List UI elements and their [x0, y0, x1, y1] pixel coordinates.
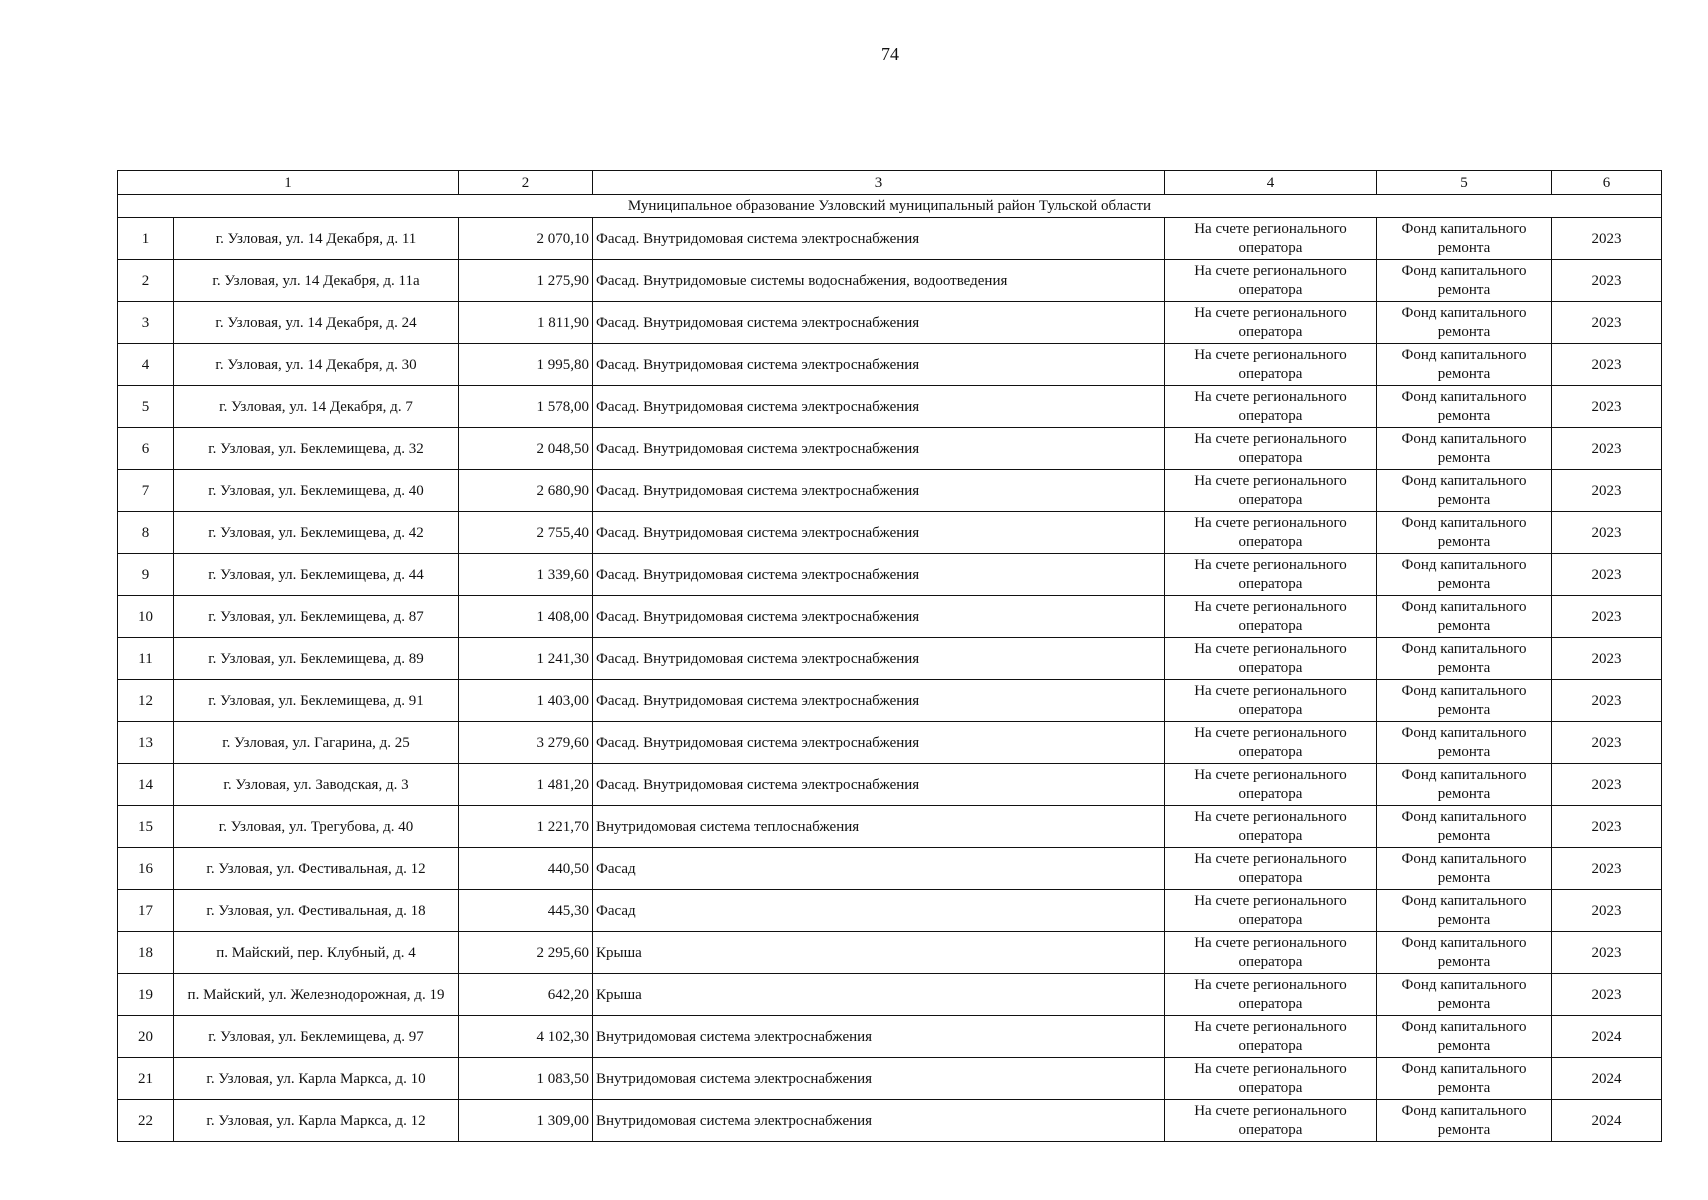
table-row [118, 386, 1662, 428]
year-cell: 2024 [1552, 1058, 1662, 1100]
fund-account-cell: На счете регионального оператора [1165, 512, 1377, 554]
works-cell: Фасад. Внутридомовая система электроснабжения [593, 470, 1165, 512]
table-row [118, 218, 1662, 260]
works-cell: Фасад. Внутридомовая система электроснабжения [593, 554, 1165, 596]
year-cell: 2023 [1552, 638, 1662, 680]
funding-source-cell: Фонд капитального ремонта [1377, 932, 1552, 974]
table-row [118, 764, 1662, 806]
address-cell: г. Узловая, ул. Фестивальная, д. 18 [174, 890, 459, 932]
row-number: 9 [118, 554, 174, 596]
address-cell: г. Узловая, ул. Беклемищева, д. 44 [174, 554, 459, 596]
row-number: 18 [118, 932, 174, 974]
fund-account-cell: На счете регионального оператора [1165, 722, 1377, 764]
works-cell: Фасад. Внутридомовые системы водоснабжения, водоотведения [593, 260, 1165, 302]
area-cell: 2 295,60 [459, 932, 593, 974]
area-cell: 1 578,00 [459, 386, 593, 428]
funding-source-cell: Фонд капитального ремонта [1377, 260, 1552, 302]
area-cell: 2 680,90 [459, 470, 593, 512]
section-title: Муниципальное образование Узловский муниципальный район Тульской области [118, 195, 1662, 218]
row-number: 3 [118, 302, 174, 344]
header-col-4: 4 [1165, 171, 1377, 195]
area-cell: 1 309,00 [459, 1100, 593, 1142]
header-col-6: 6 [1552, 171, 1662, 195]
table-row [118, 722, 1662, 764]
funding-source-cell: Фонд капитального ремонта [1377, 890, 1552, 932]
fund-account-cell: На счете регионального оператора [1165, 428, 1377, 470]
address-cell: г. Узловая, ул. Беклемищева, д. 91 [174, 680, 459, 722]
funding-source-cell: Фонд капитального ремонта [1377, 554, 1552, 596]
address-cell: г. Узловая, ул. 14 Декабря, д. 11а [174, 260, 459, 302]
fund-account-cell: На счете регионального оператора [1165, 386, 1377, 428]
page-number: 74 [881, 44, 899, 64]
address-cell: г. Узловая, ул. Беклемищева, д. 32 [174, 428, 459, 470]
year-cell: 2023 [1552, 890, 1662, 932]
funding-source-cell: Фонд капитального ремонта [1377, 764, 1552, 806]
year-cell: 2023 [1552, 722, 1662, 764]
funding-source-cell: Фонд капитального ремонта [1377, 470, 1552, 512]
year-cell: 2024 [1552, 1100, 1662, 1142]
address-cell: п. Майский, пер. Клубный, д. 4 [174, 932, 459, 974]
year-cell: 2023 [1552, 218, 1662, 260]
year-cell: 2024 [1552, 1016, 1662, 1058]
area-cell: 4 102,30 [459, 1016, 593, 1058]
year-cell: 2023 [1552, 680, 1662, 722]
fund-account-cell: На счете регионального оператора [1165, 470, 1377, 512]
address-cell: г. Узловая, ул. 14 Декабря, д. 11 [174, 218, 459, 260]
works-cell: Фасад [593, 848, 1165, 890]
area-cell: 1 403,00 [459, 680, 593, 722]
address-cell: п. Майский, ул. Железнодорожная, д. 19 [174, 974, 459, 1016]
fund-account-cell: На счете регионального оператора [1165, 974, 1377, 1016]
table-row [118, 638, 1662, 680]
funding-source-cell: Фонд капитального ремонта [1377, 344, 1552, 386]
works-cell: Фасад. Внутридомовая система электроснабжения [593, 512, 1165, 554]
fund-account-cell: На счете регионального оператора [1165, 596, 1377, 638]
row-number: 14 [118, 764, 174, 806]
year-cell: 2023 [1552, 470, 1662, 512]
year-cell: 2023 [1552, 764, 1662, 806]
year-cell: 2023 [1552, 428, 1662, 470]
area-cell: 1 083,50 [459, 1058, 593, 1100]
fund-account-cell: На счете регионального оператора [1165, 848, 1377, 890]
area-cell: 1 811,90 [459, 302, 593, 344]
fund-account-cell: На счете регионального оператора [1165, 806, 1377, 848]
area-cell: 1 275,90 [459, 260, 593, 302]
works-cell: Внутридомовая система электроснабжения [593, 1058, 1165, 1100]
area-cell: 2 070,10 [459, 218, 593, 260]
area-cell: 1 221,70 [459, 806, 593, 848]
works-cell: Фасад. Внутридомовая система электроснабжения [593, 596, 1165, 638]
year-cell: 2023 [1552, 302, 1662, 344]
table-row [118, 890, 1662, 932]
fund-account-cell: На счете регионального оператора [1165, 344, 1377, 386]
header-col-5: 5 [1377, 171, 1552, 195]
works-cell: Фасад. Внутридомовая система электроснабжения [593, 722, 1165, 764]
table-row [118, 680, 1662, 722]
year-cell: 2023 [1552, 512, 1662, 554]
fund-account-cell: На счете регионального оператора [1165, 932, 1377, 974]
table-row [118, 344, 1662, 386]
table-row [118, 512, 1662, 554]
row-number: 1 [118, 218, 174, 260]
funding-source-cell: Фонд капитального ремонта [1377, 1100, 1552, 1142]
row-number: 13 [118, 722, 174, 764]
area-cell: 1 339,60 [459, 554, 593, 596]
works-cell: Внутридомовая система электроснабжения [593, 1100, 1165, 1142]
funding-source-cell: Фонд капитального ремонта [1377, 1058, 1552, 1100]
fund-account-cell: На счете регионального оператора [1165, 638, 1377, 680]
fund-account-cell: На счете регионального оператора [1165, 1100, 1377, 1142]
year-cell: 2023 [1552, 932, 1662, 974]
area-cell: 440,50 [459, 848, 593, 890]
fund-account-cell: На счете регионального оператора [1165, 1058, 1377, 1100]
row-number: 11 [118, 638, 174, 680]
works-cell: Фасад. Внутридомовая система электроснабжения [593, 218, 1165, 260]
column-number-header [118, 171, 1662, 195]
works-cell: Фасад. Внутридомовая система электроснабжения [593, 302, 1165, 344]
works-cell: Крыша [593, 974, 1165, 1016]
row-number: 17 [118, 890, 174, 932]
funding-source-cell: Фонд капитального ремонта [1377, 218, 1552, 260]
area-cell: 642,20 [459, 974, 593, 1016]
works-cell: Фасад. Внутридомовая система электроснабжения [593, 386, 1165, 428]
row-number: 10 [118, 596, 174, 638]
area-cell: 1 481,20 [459, 764, 593, 806]
table-row [118, 932, 1662, 974]
table-row [118, 554, 1662, 596]
address-cell: г. Узловая, ул. Карла Маркса, д. 12 [174, 1100, 459, 1142]
address-cell: г. Узловая, ул. Трегубова, д. 40 [174, 806, 459, 848]
year-cell: 2023 [1552, 344, 1662, 386]
works-cell: Фасад [593, 890, 1165, 932]
table-row [118, 470, 1662, 512]
header-col-2: 2 [459, 171, 593, 195]
funding-source-cell: Фонд капитального ремонта [1377, 806, 1552, 848]
row-number: 6 [118, 428, 174, 470]
address-cell: г. Узловая, ул. Беклемищева, д. 89 [174, 638, 459, 680]
area-cell: 2 755,40 [459, 512, 593, 554]
funding-source-cell: Фонд капитального ремонта [1377, 428, 1552, 470]
address-cell: г. Узловая, ул. Фестивальная, д. 12 [174, 848, 459, 890]
area-cell: 1 995,80 [459, 344, 593, 386]
address-cell: г. Узловая, ул. 14 Декабря, д. 7 [174, 386, 459, 428]
year-cell: 2023 [1552, 554, 1662, 596]
year-cell: 2023 [1552, 596, 1662, 638]
fund-account-cell: На счете регионального оператора [1165, 764, 1377, 806]
funding-source-cell: Фонд капитального ремонта [1377, 680, 1552, 722]
fund-account-cell: На счете регионального оператора [1165, 554, 1377, 596]
address-cell: г. Узловая, ул. 14 Декабря, д. 30 [174, 344, 459, 386]
table-row [118, 1016, 1662, 1058]
row-number: 2 [118, 260, 174, 302]
row-number: 15 [118, 806, 174, 848]
table-row [118, 974, 1662, 1016]
year-cell: 2023 [1552, 974, 1662, 1016]
row-number: 19 [118, 974, 174, 1016]
fund-account-cell: На счете регионального оператора [1165, 260, 1377, 302]
area-cell: 445,30 [459, 890, 593, 932]
row-number: 7 [118, 470, 174, 512]
works-cell: Внутридомовая система электроснабжения [593, 1016, 1165, 1058]
section-row [118, 195, 1662, 218]
area-cell: 3 279,60 [459, 722, 593, 764]
row-number: 20 [118, 1016, 174, 1058]
funding-source-cell: Фонд капитального ремонта [1377, 1016, 1552, 1058]
address-cell: г. Узловая, ул. Беклемищева, д. 40 [174, 470, 459, 512]
table-row [118, 302, 1662, 344]
row-number: 8 [118, 512, 174, 554]
row-number: 4 [118, 344, 174, 386]
header-col-3: 3 [593, 171, 1165, 195]
address-cell: г. Узловая, ул. Карла Маркса, д. 10 [174, 1058, 459, 1100]
row-number: 5 [118, 386, 174, 428]
works-cell: Фасад. Внутридомовая система электроснабжения [593, 428, 1165, 470]
area-cell: 1 408,00 [459, 596, 593, 638]
table-row [118, 1100, 1662, 1142]
header-col-1: 1 [118, 171, 459, 195]
area-cell: 2 048,50 [459, 428, 593, 470]
fund-account-cell: На счете регионального оператора [1165, 890, 1377, 932]
address-cell: г. Узловая, ул. Беклемищева, д. 97 [174, 1016, 459, 1058]
table-row [118, 806, 1662, 848]
table-row [118, 1058, 1662, 1100]
funding-source-cell: Фонд капитального ремонта [1377, 974, 1552, 1016]
row-number: 22 [118, 1100, 174, 1142]
address-cell: г. Узловая, ул. 14 Декабря, д. 24 [174, 302, 459, 344]
works-cell: Внутридомовая система теплоснабжения [593, 806, 1165, 848]
fund-account-cell: На счете регионального оператора [1165, 218, 1377, 260]
address-cell: г. Узловая, ул. Беклемищева, д. 42 [174, 512, 459, 554]
funding-source-cell: Фонд капитального ремонта [1377, 638, 1552, 680]
row-number: 16 [118, 848, 174, 890]
funding-source-cell: Фонд капитального ремонта [1377, 512, 1552, 554]
works-cell: Крыша [593, 932, 1165, 974]
funding-source-cell: Фонд капитального ремонта [1377, 848, 1552, 890]
funding-source-cell: Фонд капитального ремонта [1377, 722, 1552, 764]
table-row [118, 260, 1662, 302]
fund-account-cell: На счете регионального оператора [1165, 1016, 1377, 1058]
works-cell: Фасад. Внутридомовая система электроснабжения [593, 764, 1165, 806]
table-row [118, 596, 1662, 638]
year-cell: 2023 [1552, 260, 1662, 302]
year-cell: 2023 [1552, 848, 1662, 890]
works-cell: Фасад. Внутридомовая система электроснабжения [593, 638, 1165, 680]
area-cell: 1 241,30 [459, 638, 593, 680]
address-cell: г. Узловая, ул. Беклемищева, д. 87 [174, 596, 459, 638]
fund-account-cell: На счете регионального оператора [1165, 302, 1377, 344]
table-row [118, 848, 1662, 890]
funding-source-cell: Фонд капитального ремонта [1377, 302, 1552, 344]
works-cell: Фасад. Внутридомовая система электроснабжения [593, 680, 1165, 722]
year-cell: 2023 [1552, 386, 1662, 428]
row-number: 12 [118, 680, 174, 722]
works-cell: Фасад. Внутридомовая система электроснабжения [593, 344, 1165, 386]
row-number: 21 [118, 1058, 174, 1100]
funding-source-cell: Фонд капитального ремонта [1377, 386, 1552, 428]
funding-source-cell: Фонд капитального ремонта [1377, 596, 1552, 638]
table-row [118, 428, 1662, 470]
fund-account-cell: На счете регионального оператора [1165, 680, 1377, 722]
address-cell: г. Узловая, ул. Гагарина, д. 25 [174, 722, 459, 764]
capital-repair-table [117, 170, 1662, 1142]
year-cell: 2023 [1552, 806, 1662, 848]
address-cell: г. Узловая, ул. Заводская, д. 3 [174, 764, 459, 806]
